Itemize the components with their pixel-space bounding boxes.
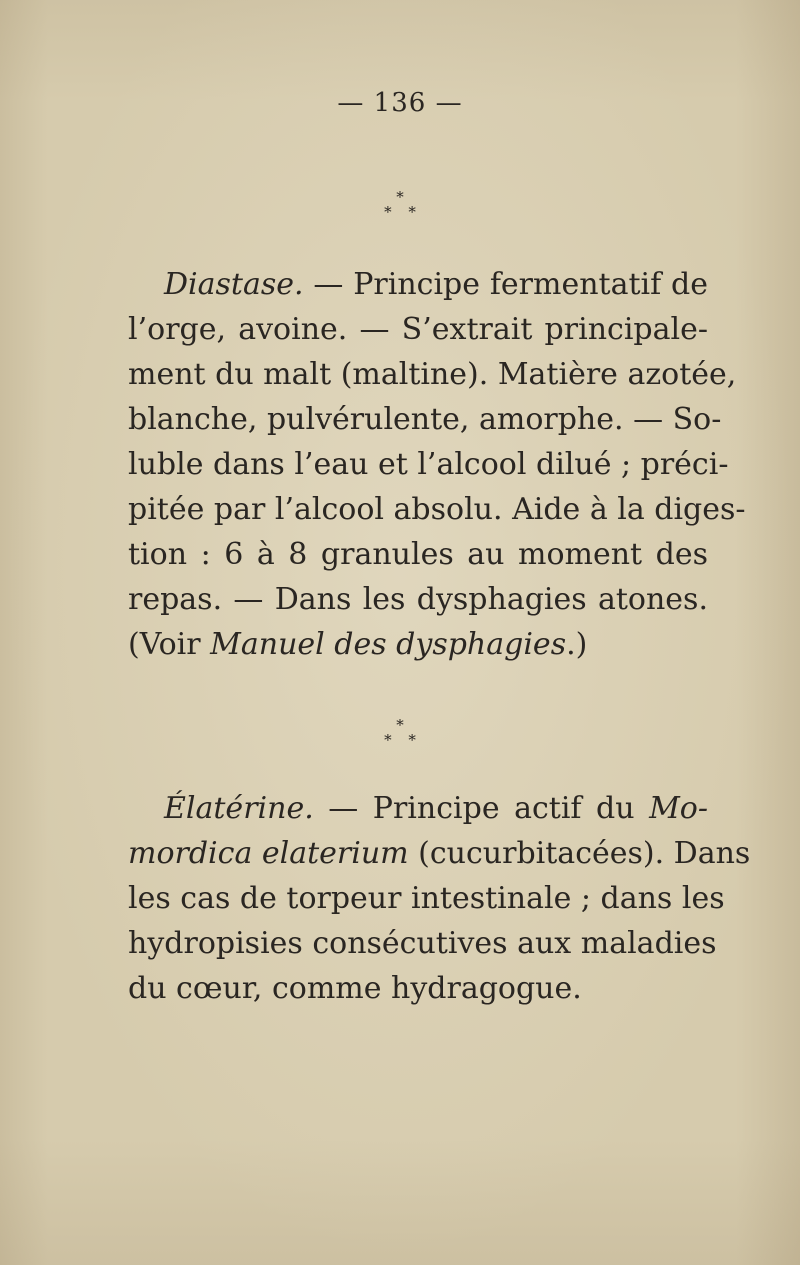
asterism-separator <box>0 718 800 748</box>
asterism-bottom: * * <box>384 731 422 749</box>
entry-line: luble dans l’eau et l’alcool dilué ; préci- <box>128 447 729 482</box>
entry-elaterine <box>128 786 751 1011</box>
asterism-top: * <box>396 716 404 734</box>
entry-term: Diastase. <box>164 267 304 302</box>
entry-line: du cœur, comme hydragogue. <box>128 971 582 1006</box>
asterism-bottom: * * <box>384 203 422 221</box>
entry-line: hydropisies consécutives aux maladies <box>128 926 717 961</box>
entry-line: repas. — Dans les dysphagies atones. <box>128 582 708 617</box>
entry-text: — Principe actif du <box>328 791 650 826</box>
species-name: Mo- <box>649 791 708 826</box>
entry-line <box>128 622 708 667</box>
reference-close: .) <box>566 627 588 662</box>
species-name: mordica elaterium <box>128 836 409 871</box>
reference-title: Manuel des dysphagies <box>210 627 567 662</box>
asterism-top: * <box>396 188 404 206</box>
reference-open: (Voir <box>128 627 211 662</box>
page-number: — 136 — <box>337 88 463 118</box>
entry-line: ment du malt (maltine). Matière azotée, <box>128 357 737 392</box>
entry-diastase <box>128 262 746 667</box>
entry-line: l’orge, avoine. — S’extrait principale- <box>128 312 708 347</box>
entry-line <box>128 262 708 307</box>
entry-term: Élatérine. <box>164 791 314 826</box>
entry-line: blanche, pulvérulente, amorphe. — So- <box>128 402 722 437</box>
entry-line: les cas de torpeur intestinale ; dans les <box>128 881 725 916</box>
entry-line: pitée par l’alcool absolu. Aide à la diges- <box>128 492 746 527</box>
entry-line <box>128 831 751 876</box>
entry-line <box>128 786 708 831</box>
entry-line: tion : 6 à 8 granules au moment des <box>128 537 708 572</box>
entry-text: — Principe fermentatif de <box>313 267 709 302</box>
asterism-separator <box>0 190 800 220</box>
entry-text: (cucurbitacées). Dans <box>408 836 751 871</box>
